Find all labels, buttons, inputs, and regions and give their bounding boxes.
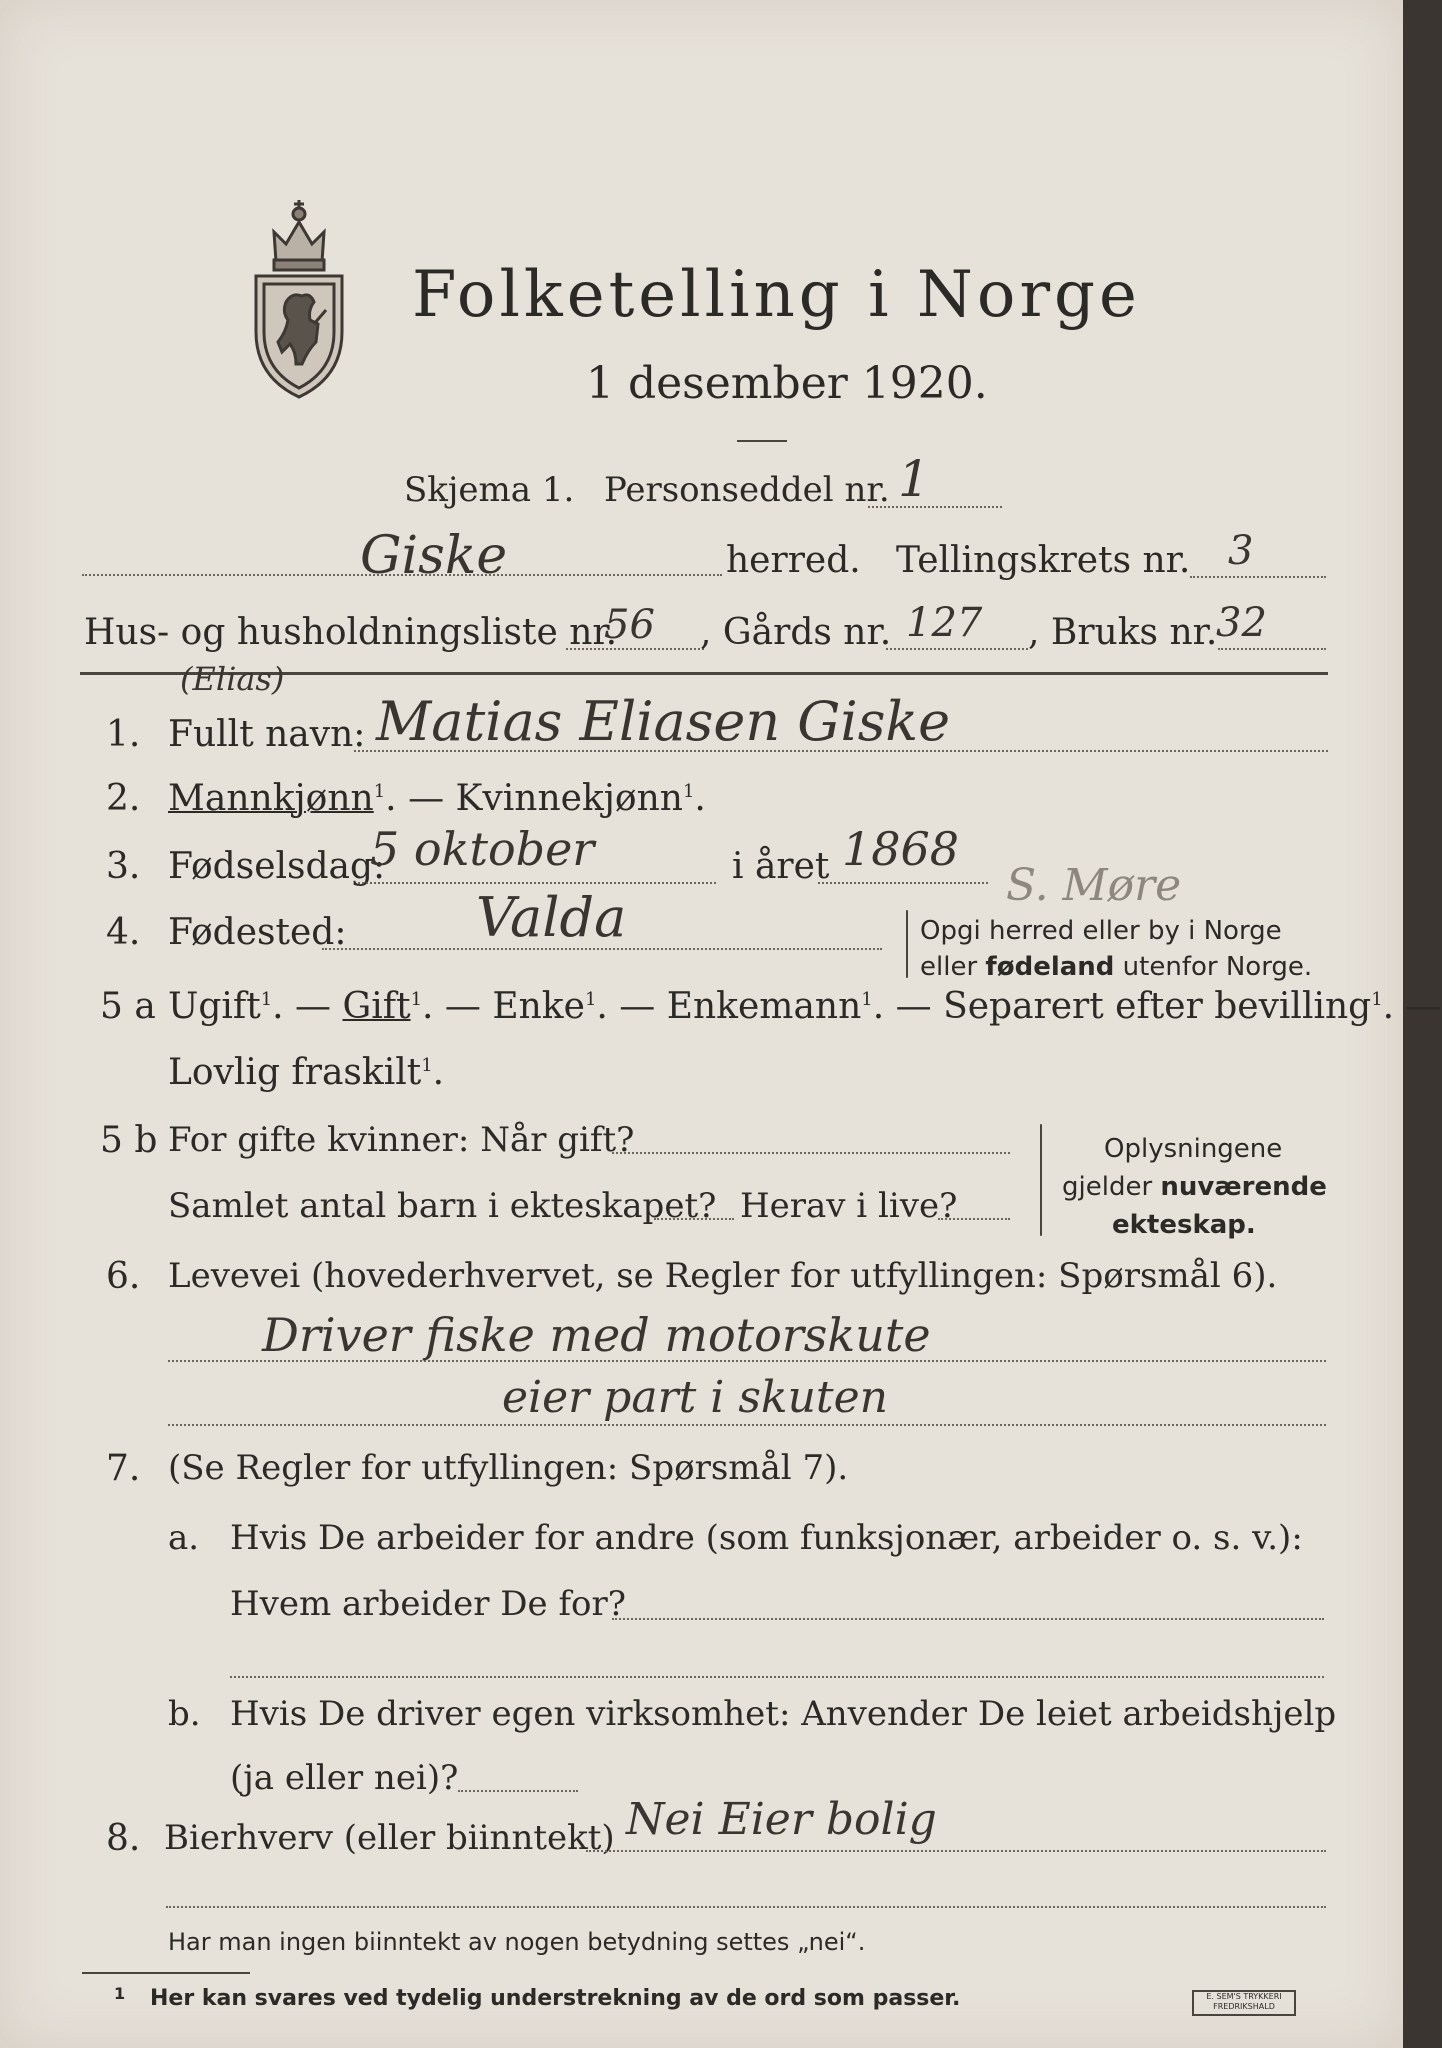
q1-annotation: (Elias) [180,660,285,698]
q5b-note1: Oplysningene [1104,1134,1283,1164]
q6-label: Levevei (hovederhvervet, se Regler for utfyllingen: Spørsmål 6). [168,1256,1278,1296]
q5b-label2: Samlet antal barn i ekteskapet? [168,1186,717,1226]
title-divider [737,440,787,442]
option-mannkjonn[interactable]: Mannkjønn [168,778,374,819]
q4-label: Fødested: [168,912,347,953]
q6-number: 6. [106,1256,141,1297]
q4-number: 4. [106,912,141,953]
q4-hint-line2: eller fødeland utenfor Norge. [920,952,1313,982]
q4-birthplace-value[interactable]: Valda [476,886,627,949]
footer-note: Har man ingen biinntekt av nogen betydning settes „nei“. [168,1928,866,1956]
q3-birthdate-value[interactable]: 5 oktober [370,822,595,876]
q7b-letter: b. [168,1694,201,1734]
q5b-label3: Herav i live? [740,1186,958,1226]
option-kvinnekjonn[interactable]: Kvinnekjønn [455,778,683,819]
footnote-number: 1 [114,1984,126,2003]
bruks-value[interactable]: 32 [1216,600,1267,646]
q1-label: Fullt navn: [168,714,366,755]
q7a-question: Hvem arbeider De for? [230,1584,626,1624]
footnote-rule [82,1972,250,1974]
q3-note: S. Møre [1006,860,1182,911]
tellingskrets-label: Tellingskrets nr. [896,540,1191,581]
census-date: 1 desember 1920. [586,358,988,409]
q5a-marital-options: Ugift$^1$. — Gift$^1$. — Enke$^1$. — Enkemann$^1$. — Separert efter bevilling$^1$. — [168,986,1442,1027]
hus-label: Hus- og husholdningsliste nr. [84,612,618,653]
option-separert[interactable]: . — Separert efter bevilling [872,986,1372,1027]
q3-year-value[interactable]: 1868 [842,822,960,876]
q8-answer[interactable]: Nei Eier bolig [626,1794,937,1845]
q7a-text: Hvis De arbeider for andre (som funksjonær, arbeider o. s. v.): [230,1518,1303,1558]
printer-stamp: E. SEM'S TRYKKERI FREDRIKSHALD [1192,1990,1296,2016]
q5b-label1: For gifte kvinner: Når gift? [168,1120,635,1160]
option-lovlig-fraskilt[interactable]: Lovlig fraskilt [168,1052,422,1093]
q7-label: (Se Regler for utfyllingen: Spørsmål 7). [168,1448,849,1488]
q2-gender-options: Mannkjønn$^1$. — Kvinnekjønn$^1$. [168,778,706,819]
q6-answer-line1[interactable]: Driver fiske med motorskute [262,1308,931,1362]
option-ugift[interactable]: Ugift [168,986,261,1027]
q4-hint-line1: Opgi herred eller by i Norge [920,916,1282,946]
q5a-line2: Lovlig fraskilt$^1$. [168,1052,445,1093]
norwegian-coat-of-arms-icon [244,192,354,402]
q7a-letter: a. [168,1518,200,1558]
q8-label: Bierhverv (eller biinntekt) [164,1818,615,1858]
q2-number: 2. [106,778,141,819]
form-title: Folketelling i Norge [412,258,1141,332]
q3-number: 3. [106,846,141,887]
tellingskrets-value[interactable]: 3 [1228,528,1254,574]
skjema-label: Skjema 1. [404,470,575,510]
option-gift[interactable]: Gift [342,986,411,1027]
option-enke[interactable]: . — Enke [422,986,585,1027]
q7b-question: (ja eller nei)? [230,1758,459,1798]
bruks-label: , Bruks nr. [1028,612,1218,653]
herred-value[interactable]: Giske [360,526,508,586]
gards-value[interactable]: 127 [906,600,983,646]
gards-label: , Gårds nr. [700,612,892,653]
q5b-note3: ekteskap. [1112,1210,1256,1240]
q1-full-name-value[interactable]: Matias Eliasen Giske [376,690,951,753]
hus-value[interactable]: 56 [604,602,655,648]
q7-number: 7. [106,1448,141,1489]
q6-answer-line2[interactable]: eier part i skuten [502,1372,888,1423]
q5a-number: 5 a [100,986,156,1027]
q3-year-label: i året [732,846,830,887]
herred-label: herred. [726,540,861,581]
footnote-text: Her kan svares ved tydelig understrekning av de ord som passer. [150,1986,961,2011]
q5b-number: 5 b [100,1120,158,1161]
q5b-note2: gjelder nuværende [1062,1172,1327,1202]
q7b-text: Hvis De driver egen virksomhet: Anvender De leiet arbeidshjelp [230,1694,1337,1734]
personseddel-label: Personseddel nr. [604,470,890,510]
personseddel-value[interactable]: 1 [898,450,930,508]
q3-label: Fødselsdag: [168,846,386,887]
q8-number: 8. [106,1818,141,1859]
option-enkemann[interactable]: . — Enkemann [596,986,862,1027]
q1-number: 1. [106,714,141,755]
